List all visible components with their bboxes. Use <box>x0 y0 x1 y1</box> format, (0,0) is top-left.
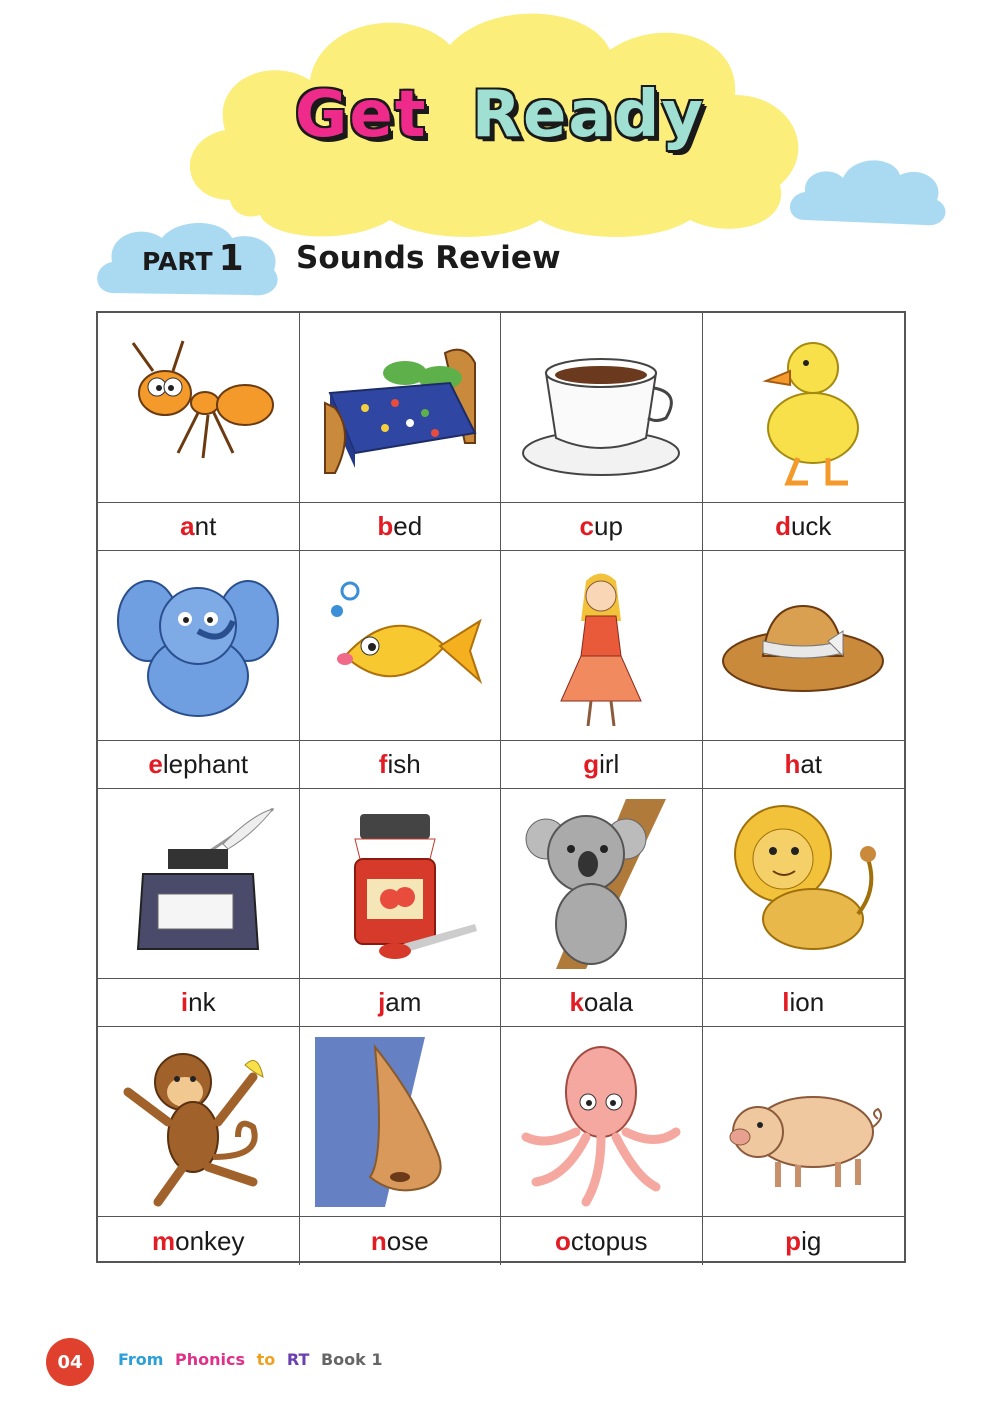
girl-icon <box>516 561 686 731</box>
hat-icon <box>718 561 888 731</box>
word-cell <box>98 979 300 1027</box>
ant-icon <box>113 323 283 493</box>
word-cell <box>703 979 905 1027</box>
word-rest: am <box>385 987 422 1017</box>
title-word-get: Get <box>294 78 428 152</box>
word-rest: up <box>594 511 623 541</box>
word-cell <box>703 741 905 789</box>
title-word-ready: Ready <box>471 78 706 152</box>
first-letter: c <box>579 511 595 541</box>
word-rest: ish <box>387 749 421 779</box>
picture-cell <box>703 313 905 503</box>
footer-rt: RT <box>286 1350 310 1369</box>
word-rest: oala <box>583 987 634 1017</box>
word-rest: nk <box>188 987 216 1017</box>
picture-cell <box>98 313 300 503</box>
first-letter: l <box>782 987 790 1017</box>
first-letter: a <box>180 511 195 541</box>
word-cell <box>501 503 703 551</box>
word-cell <box>300 741 502 789</box>
picture-cell <box>501 789 703 979</box>
page-title <box>0 78 1000 152</box>
word-cell <box>501 1217 703 1265</box>
footer-book: Book 1 <box>320 1350 383 1369</box>
first-letter: p <box>785 1225 802 1256</box>
first-letter: e <box>148 749 163 779</box>
page-number-badge: 04 <box>46 1338 94 1386</box>
first-letter: d <box>775 511 791 541</box>
first-letter: m <box>151 1225 176 1256</box>
word-cell <box>300 979 502 1027</box>
word-cell <box>98 741 300 789</box>
first-letter: f <box>378 749 388 779</box>
first-letter: n <box>370 1225 387 1256</box>
word-cell <box>98 1217 300 1265</box>
picture-cell <box>501 1027 703 1217</box>
word-rest: onkey <box>175 1225 245 1256</box>
picture-cell <box>98 551 300 741</box>
word-rest: nt <box>194 511 217 541</box>
picture-cell <box>300 313 502 503</box>
picture-cell <box>703 789 905 979</box>
koala-icon <box>516 799 686 969</box>
octopus-icon <box>516 1037 686 1207</box>
word-cell <box>98 503 300 551</box>
first-letter: j <box>378 987 386 1017</box>
word-cell <box>300 503 502 551</box>
part-word: PART <box>142 247 213 276</box>
word-rest: ig <box>801 1225 822 1256</box>
part-number: 1 <box>218 238 244 279</box>
pig-icon <box>718 1037 888 1207</box>
first-letter: k <box>569 987 584 1017</box>
picture-cell <box>501 313 703 503</box>
first-letter: o <box>555 1225 571 1256</box>
word-cell <box>501 741 703 789</box>
first-letter: i <box>180 987 189 1017</box>
section-title: Sounds Review <box>296 240 561 276</box>
footer-book-title <box>118 1350 388 1369</box>
monkey-icon <box>113 1037 283 1207</box>
fish-icon <box>315 561 485 731</box>
picture-cell <box>98 1027 300 1217</box>
picture-cell <box>300 789 502 979</box>
word-cell <box>703 1217 905 1265</box>
picture-cell <box>98 789 300 979</box>
footer-to: to <box>256 1350 276 1369</box>
word-cell <box>501 979 703 1027</box>
part-label <box>142 238 244 279</box>
picture-cell <box>300 1027 502 1217</box>
word-cell <box>703 503 905 551</box>
sounds-review-table <box>96 311 906 1263</box>
first-letter: b <box>377 511 394 541</box>
word-rest: ed <box>393 511 423 541</box>
elephant-icon <box>113 561 283 731</box>
word-cell <box>300 1217 502 1265</box>
blue-cloud-icon <box>785 150 950 230</box>
first-letter: h <box>784 749 801 779</box>
picture-cell <box>501 551 703 741</box>
footer-phonics: Phonics <box>175 1350 246 1369</box>
word-rest: lephant <box>162 749 249 779</box>
lion-icon <box>718 799 888 969</box>
picture-cell <box>703 551 905 741</box>
first-letter: g <box>583 749 600 779</box>
word-rest: ctopus <box>570 1225 648 1256</box>
jam-icon <box>315 799 485 969</box>
word-rest: ion <box>789 987 825 1017</box>
bed-icon <box>315 323 485 493</box>
footer-from: From <box>118 1350 164 1369</box>
word-rest: irl <box>599 749 620 779</box>
word-rest: ose <box>386 1225 429 1256</box>
cup-icon <box>516 323 686 493</box>
picture-cell <box>703 1027 905 1217</box>
duck-icon <box>718 323 888 493</box>
ink-icon <box>113 799 283 969</box>
nose-icon <box>315 1037 485 1207</box>
word-rest: at <box>800 749 823 779</box>
word-rest: uck <box>790 511 832 541</box>
picture-cell <box>300 551 502 741</box>
